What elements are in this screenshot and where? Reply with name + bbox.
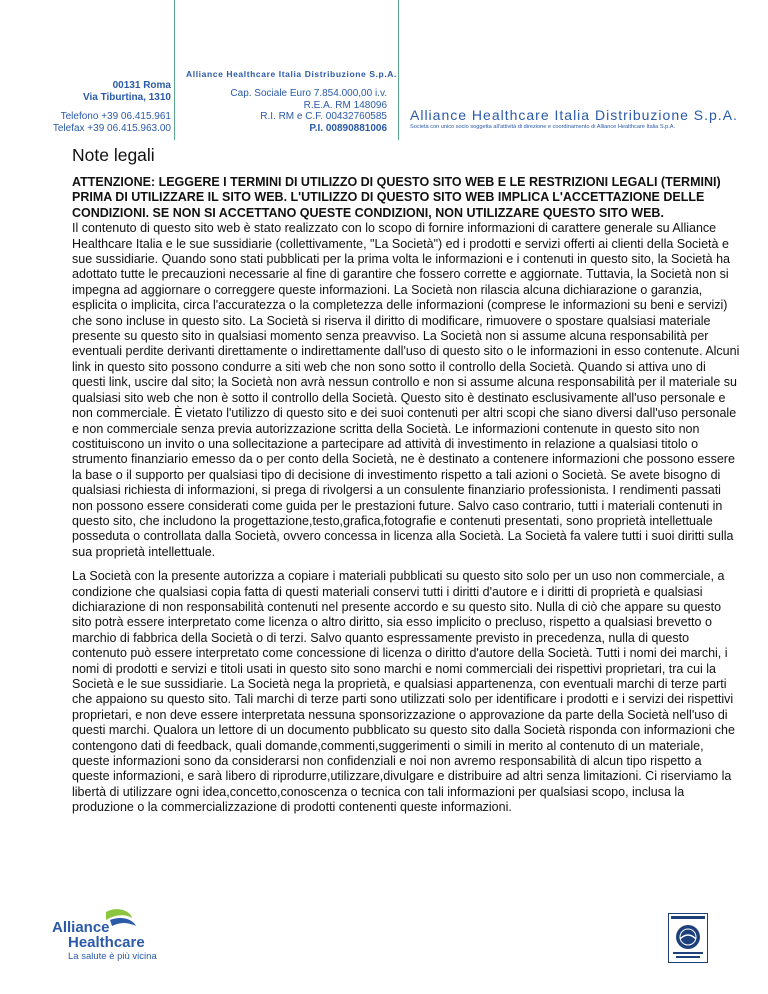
register-number: R.I. RM e C.F. 00432760585 [260,111,387,122]
logo-tagline: La salute è più vicina [68,951,157,962]
vat-number: P.I. 00890881006 [309,122,387,134]
header-divider-right [398,0,399,140]
company-name-small: Alliance Healthcare Italia Distribuzione S.p.A. [186,69,397,79]
company-registration-block [230,88,387,134]
brand-subtitle: Società con unico socio soggetta all'attività di direzione e coordinamento di Alliance Healthcare Italia S.p.A. [410,124,676,130]
rea-number: R.E.A. RM 148096 [303,99,387,111]
quality-certification-badge-icon [668,913,708,963]
page-title: Note legali [72,145,155,165]
warning-paragraph: ATTENZIONE: LEGGERE I TERMINI DI UTILIZZO DI QUESTO SITO WEB E LE RESTRIZIONI LEGALI (TERMINI) PRIMA DI UTILIZZARE IL SITO WEB. L'UTILIZZO DI QUESTO SITO WEB IMPLICA L'ACCETTAZIONE DELLE CONDIZIONI. SE NON SI ACCETTANO QUESTE CONDIZIONI, NON UTILIZZARE QUESTO SITO WEB. [72,175,721,220]
alliance-healthcare-logo-icon [36,908,157,964]
address-zip-city: 00131 Roma [112,80,171,91]
logo-word-2: Healthcare [68,934,145,951]
header-divider-left [174,0,175,140]
address-street: Via Tiburtina, 1310 [82,92,171,103]
logo-word-1: Alliance [52,919,110,936]
phone-number: Telefono +39 06.415.961 [60,111,171,122]
address-block [83,80,171,104]
body-paragraph-2: La Società con la presente autorizza a copiare i materiali pubblicati su questo sito solo per un uso non commerciale, a condizione che qualsiasi copia fatta di questi materiali conservi tutti i diritti d'autore e i diritti di proprietà e qualsiasi dichiarazione di non responsabilità contenuti nel presente accordo e su questo sito. Nulla di ciò che appare su questo sito potrà essere interpretato come licenza o altro diritto, sia esso implicito o precluso, rispetto a qualsiasi brevetto o marchio di fabbrica della Società o di terzi. Salvo quanto espressamente previsto in precedenza, nulla di questo contenuto può essere interpretato come concessione di licenza o diritto d'autore della Società. Tutti i nomi dei marchi, i nomi di prodotti e servizi e titoli usati in questo sito sono marchi e nomi commerciali dei rispettivi proprietari, tra cui la Società e le sue sussidiarie. La Società nega la proprietà, e qualsiasi appartenenza, con eventuali marchi di terze parti che appaiono su questo sito. Tali marchi di terze parti sono utilizzati solo per identificare i prodotti e i servizi dei rispettivi proprietari, e non deve essere interpretata nessuna sponsorizzazione o approvazione da parte della Società nell'uso di questi marchi. Qualora un lettore di un documento pubblicato su questo sito dalla Società risponda con informazioni che contengono dati di feedback, quali domande,commenti,suggerimenti o simili in merito al contenuto di un materiale, queste informazioni sono da considerarsi non confidenziali e noi non avremo responsabilità di alcun tipo rispetto a queste informazioni, e sarà libero di riprodurre,utilizzare,divulgare e distribuire ad altri senza limitazioni. Ci riserviamo la libertà di utilizzare ogni idea,concetto,conoscenza o tecnica con tali informazioni per qualsiasi scopo, inclusa la produzione o la commercializzazione di prodotti contenenti queste informazioni. [72,569,735,815]
legal-notice-content [72,175,740,816]
contact-block [53,111,171,135]
share-capital: Cap. Sociale Euro 7.854.000,00 i.v. [230,88,387,99]
brand-title: Alliance Healthcare Italia Distribuzione S.p.A. [410,107,738,123]
body-paragraph-1: Il contenuto di questo sito web è stato realizzato con lo scopo di fornire informazioni di carattere generale su Alliance Healthcare Italia e le sue sussidiarie (collettivamente, "La Società") ed i prodotti e servizi offerti ai clienti della Società e sue sussidiarie. Quando sono stati pubblicati per la prima volta le informazioni e i contenuti in questo sito, la Società ha adottato tutte le precauzioni necessarie al fine di garantire che fossero corrette e aggiornate. Tuttavia, la Società non si impegna ad aggiornare o correggere queste informazioni. La Società non rilascia alcuna dichiarazione o garanzia, esplicita o implicita, circa l'accuratezza o la completezza delle informazioni (comprese le informazioni su beni e servizi) che sono incluse in questo sito. La Società si riserva il diritto di modificare, rimuovere o spostare qualsiasi materiale presente su questo sito in qualsiasi momento senza preavviso. La Società non si assume alcuna responsabilità per eventuali perdite derivanti direttamente o indirettamente dall'uso di questo sito o le informazioni in esso contenute. Alcuni link in questo sito possono condurre a siti web che non sono sotto il controllo della Società. Quando si attiva uno di questi link, uscire dal sito; la Società non avrà nessun controllo e non si assume alcuna responsabilità per il materiale su qualsiasi sito web che non è sotto il controllo della Società. Questo sito è destinato esclusivamente all'uso personale e non commerciale. È vietato l'utilizzo di questo sito e dei suoi contenuti per altri scopi che siano diversi dall'uso personale e non commerciale senza previa autorizzazione scritta della Società. Le informazioni contenute in questo sito non costituiscono un invito o una sollecitazione a partecipare ad attività di investimento in relazione a qualsiasi titolo o strumento finanziario emesso da o per conto della Società, ne è destinato a contenere informazioni che possono essere la base o il supporto per qualsiasi tipo di decisione di investimento rispetto a tali azioni o Società. Se avete bisogno di qualsiasi richiesta di informazioni, si prega di rivolgersi a un consulente finanziario professionista. I rendimenti passati non possono essere considerati come guida per le prestazioni future. Salvo caso contrario, tutti i materiali contenuti in questo sito, che includono la progettazione,testo,grafica,fotografie e contenuti presentati, sono proprietà intellettuale posseduta o controllata dalla Società, ovvero concessa in licenza alla Società. La Società fa valere tutti i suoi diritti sulla sua proprietà intellettuale. [72,221,740,559]
fax-number: Telefax +39 06.415.963.00 [52,123,171,134]
